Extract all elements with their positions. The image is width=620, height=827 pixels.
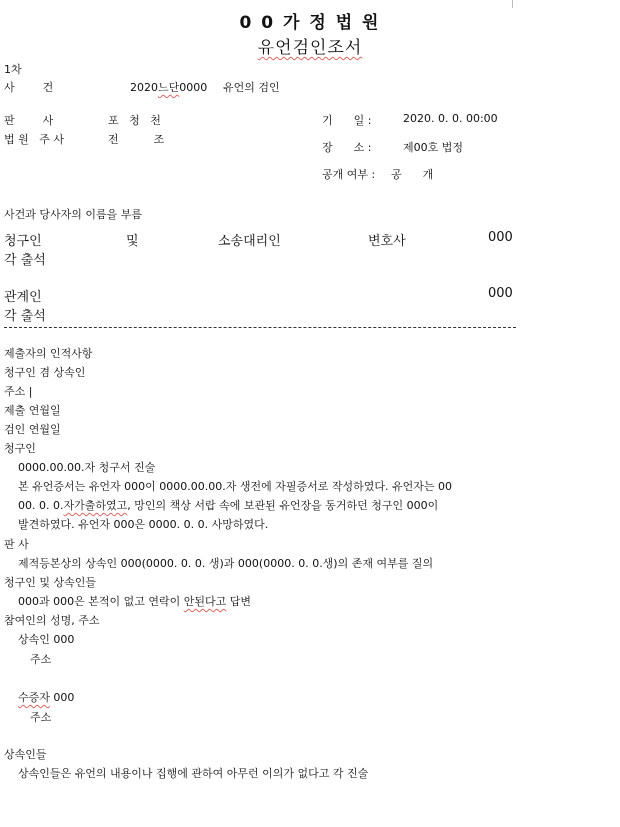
lawyer-name: 000 xyxy=(488,230,513,245)
judge-name: 포 청 천 xyxy=(108,114,161,127)
case-name: 유언의 검인 xyxy=(223,81,280,94)
body-line-part: 00. 0. 0. xyxy=(18,499,64,512)
date-value: 2020. 0. 0. 00:00 xyxy=(403,112,498,125)
document-title-text: 유언검인조서 xyxy=(257,38,363,58)
body-line: 주소 | xyxy=(4,385,33,398)
body-line-part: 000과 000은 본적이 없고 연락이 xyxy=(18,595,184,608)
body-line: 검인 연월일 xyxy=(4,423,61,436)
case-number-type: 느단 xyxy=(158,81,180,94)
body-line: 판 사 xyxy=(4,538,29,551)
body-line xyxy=(18,497,438,513)
body-line: 본 유언증서는 유언자 000이 0000.00.00.자 생전에 자필증서로 작성하였다. 유언자는 00 xyxy=(18,480,452,493)
body-line: 0000.00.00.자 청구서 진술 xyxy=(18,461,156,474)
court-name: 0 0 가 정 법 원 xyxy=(239,13,381,33)
body-line: 제출자의 인적사항 xyxy=(4,347,93,360)
body-line: 상속인 000 xyxy=(18,633,75,646)
page-corner-mark xyxy=(512,0,513,8)
body-line xyxy=(18,689,74,705)
related-label: 관계인 xyxy=(4,290,42,305)
body-line-part: 답변 xyxy=(226,595,251,608)
body-line: 상속인들 xyxy=(4,748,47,761)
place-value: 제00호 법정 xyxy=(403,141,463,154)
body-line-part: 000 xyxy=(49,691,75,704)
body-line: 제출 연월일 xyxy=(4,404,61,417)
present-line-2: 각 출석 xyxy=(4,309,46,324)
document-title xyxy=(0,33,620,58)
body-line-part: 안된다고 xyxy=(183,595,227,608)
case-label: 사 건 xyxy=(4,81,54,94)
public-label: 공개 여부 : xyxy=(322,168,376,181)
body-line: 제적등본상의 상속인 000(0000. 0. 0. 생)과 000(0000. 0. 0.생)의 존재 여부를 질의 xyxy=(18,557,434,570)
session-count: 1차 xyxy=(4,63,22,76)
body-line: 상속인들은 유언의 내용이나 집행에 관하여 아무런 이의가 없다고 각 진술 xyxy=(18,767,369,780)
case-number xyxy=(130,79,207,95)
agent-label: 소송대리인 xyxy=(218,234,281,249)
case-number-seq: 0000 xyxy=(179,81,208,94)
dashed-divider xyxy=(4,327,516,328)
clerk-name: 전 조 xyxy=(108,133,165,146)
and-label: 및 xyxy=(126,234,139,249)
judge-label: 판 사 xyxy=(4,114,54,127)
case-number-year: 2020 xyxy=(130,81,158,94)
claimant-label: 청구인 xyxy=(4,234,42,249)
body-line-part: 자가출하였고 xyxy=(63,499,128,512)
date-label: 기 일 : xyxy=(322,114,372,127)
body-line: 청구인 및 상속인들 xyxy=(4,576,97,589)
call-line: 사건과 당사자의 이름을 부름 xyxy=(4,208,143,221)
body-line: 주소 xyxy=(30,711,52,724)
body-line xyxy=(18,593,251,609)
related-name: 000 xyxy=(488,286,513,301)
clerk-label: 법 원 주 사 xyxy=(4,133,64,146)
body-line-part: 수증자 xyxy=(18,691,50,704)
public-value: 공 개 xyxy=(391,168,434,181)
body-line: 참여인의 성명, 주소 xyxy=(4,614,100,627)
body-line-part: , 망인의 책상 서랍 속에 보관된 유언장을 동거하던 청구인 000이 xyxy=(127,499,439,512)
body-line: 청구인 겸 상속인 xyxy=(4,366,86,379)
lawyer-label: 변호사 xyxy=(368,234,406,249)
body-line: 청구인 xyxy=(4,442,36,455)
place-label: 장 소 : xyxy=(322,141,372,154)
body-line: 주소 xyxy=(30,653,52,666)
present-line-1: 각 출석 xyxy=(4,253,46,268)
body-line: 발견하였다. 유언자 000은 0000. 0. 0. 사망하였다. xyxy=(18,518,269,531)
